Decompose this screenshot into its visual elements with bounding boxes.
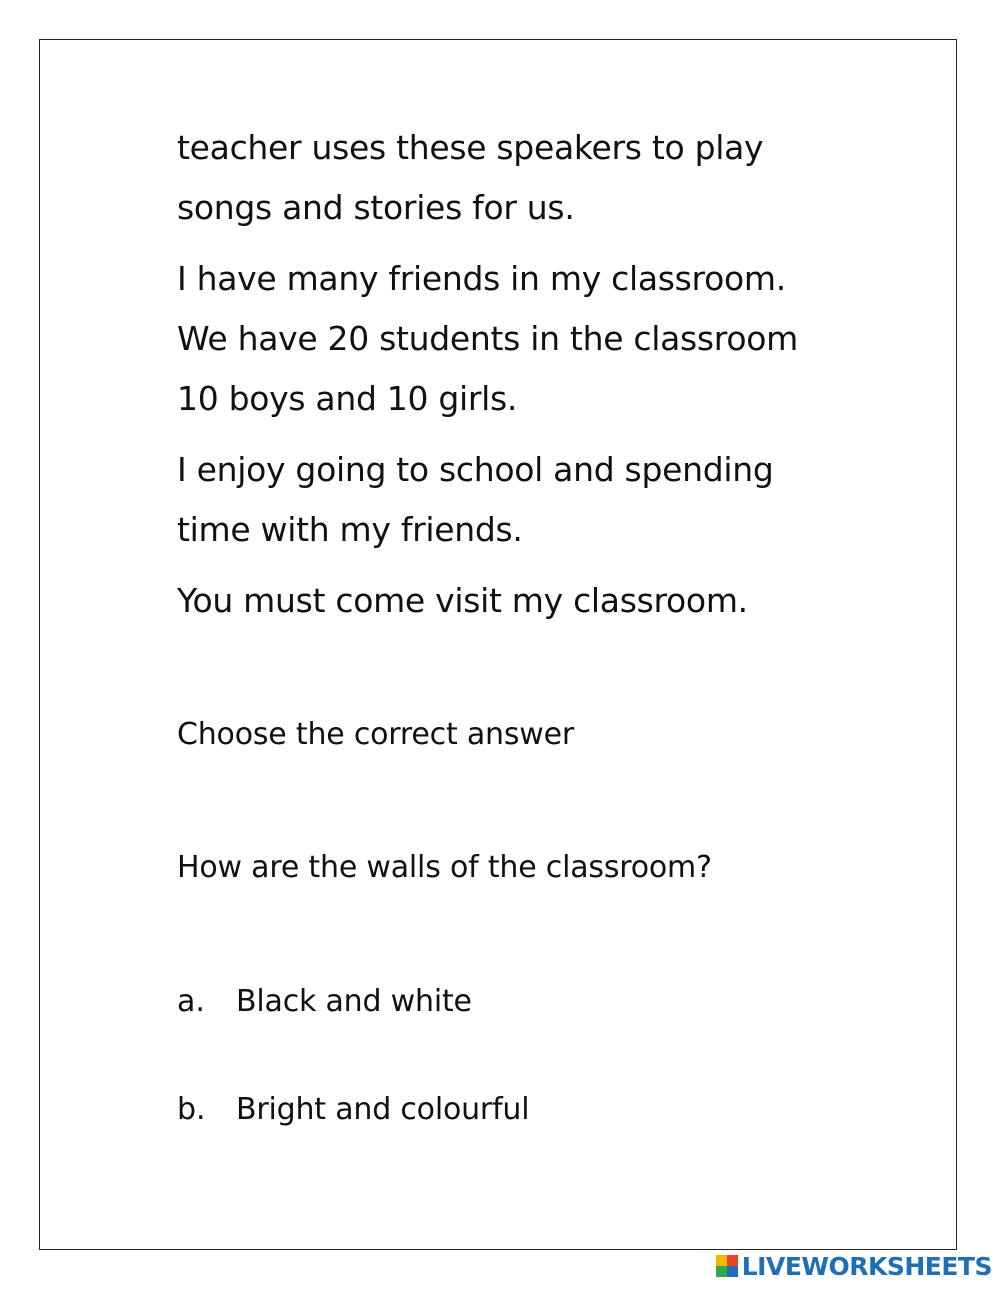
passage-line: 10 boys and 10 girls. xyxy=(177,379,518,418)
reading-passage xyxy=(177,118,897,642)
passage-paragraph-2 xyxy=(177,249,897,429)
liveworksheets-logo-icon xyxy=(716,1255,738,1277)
passage-line: I have many friends in my classroom. xyxy=(177,259,786,298)
question-text: How are the walls of the classroom? xyxy=(177,850,712,885)
option-text: Bright and colourful xyxy=(236,1092,530,1127)
liveworksheets-brand xyxy=(716,1251,992,1281)
passage-line: teacher uses these speakers to play xyxy=(177,128,764,167)
logo-square-green xyxy=(716,1266,727,1277)
logo-square-blue xyxy=(727,1266,738,1277)
option-text: Black and white xyxy=(236,984,472,1019)
logo-square-yellow xyxy=(716,1255,727,1266)
passage-line: You must come visit my classroom. xyxy=(177,581,748,620)
instruction-text: Choose the correct answer xyxy=(177,717,574,752)
option-letter: b. xyxy=(177,1092,206,1127)
passage-line: We have 20 students in the classroom xyxy=(177,319,798,358)
option-letter: a. xyxy=(177,984,205,1019)
passage-paragraph-4 xyxy=(177,571,897,631)
brand-name: LIVEWORKSHEETS xyxy=(741,1251,992,1281)
passage-line: songs and stories for us. xyxy=(177,188,575,227)
passage-paragraph-3 xyxy=(177,440,897,560)
passage-paragraph-1 xyxy=(177,118,897,238)
logo-square-red xyxy=(727,1255,738,1266)
passage-line: time with my friends. xyxy=(177,510,523,549)
passage-line: I enjoy going to school and spending xyxy=(177,450,774,489)
